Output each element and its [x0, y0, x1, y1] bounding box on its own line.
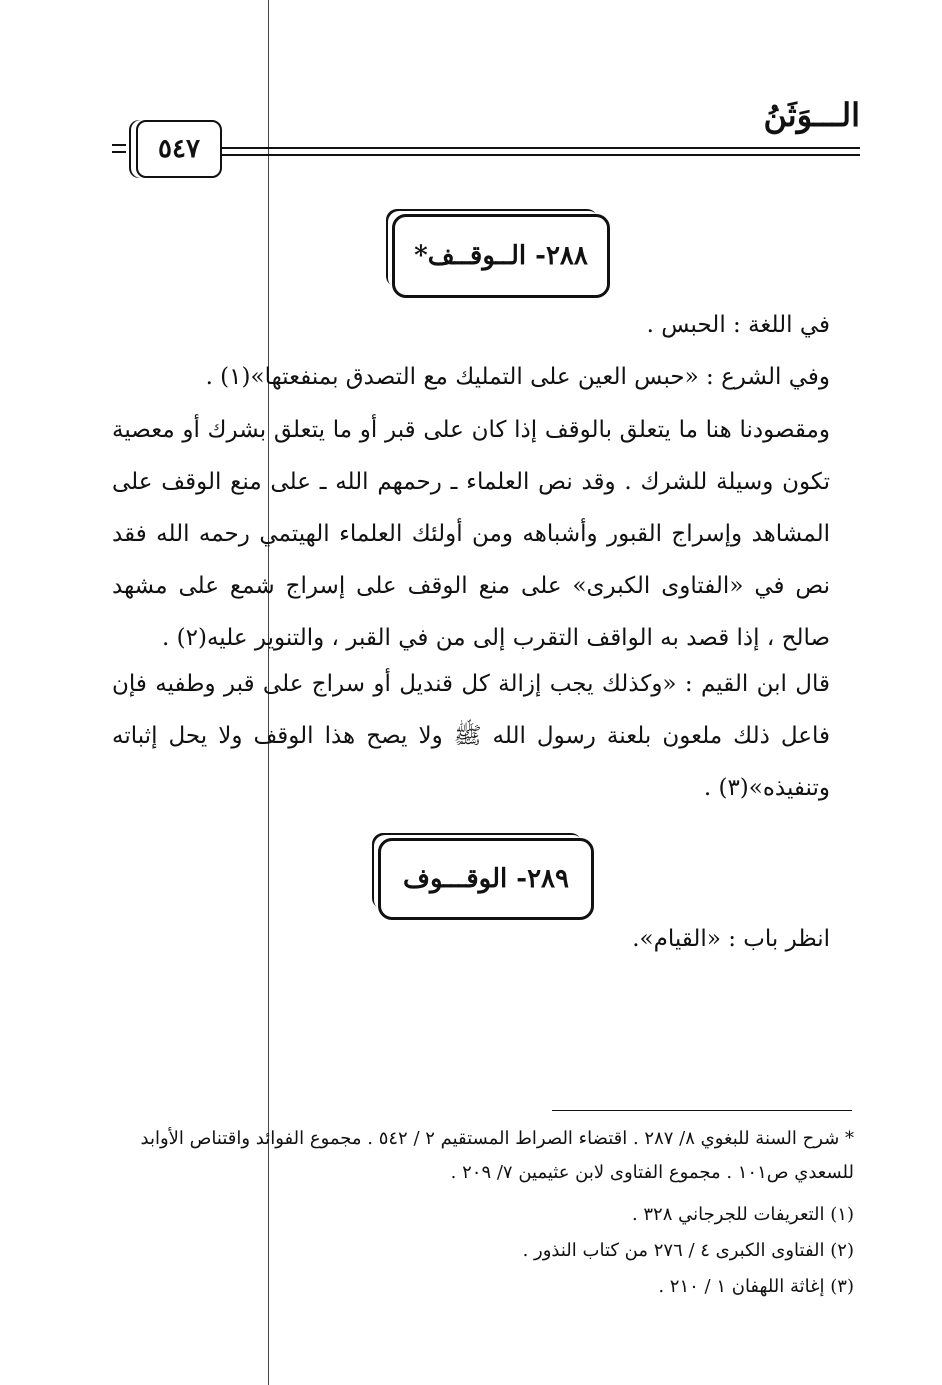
header-rule-top [222, 147, 860, 149]
paragraph-linguistic: في اللغة : الحبس . [646, 312, 830, 338]
header-rule-bottom [222, 154, 860, 156]
footnote-3: (٣) إغاثة اللهفان ١ / ٢١٠ . [658, 1276, 854, 1297]
paragraph-see-also: انظر باب : «القيام». [632, 926, 830, 952]
footnote-1: (١) التعريفات للجرجاني ٣٢٨ . [631, 1204, 854, 1225]
paragraph-legal: وفي الشرع : «حبس العين على التمليك مع التصدق بمنفعتها»(١) . [205, 364, 830, 390]
footnote-rule [552, 1110, 852, 1111]
footnote-star: * شرح السنة للبغوي ٨/ ٢٨٧ . اقتضاء الصراط المستقيم ٢ / ٥٤٢ . مجموع الفوائد واقتناص الأوابد للسعدي ص١٠١ . مجموع الفتاوى لابن عثيمين ٧/ ٢٠٩ . [140, 1128, 854, 1183]
page-number-dash [112, 144, 126, 146]
section-title-wuquf: ٢٨٩- الوقـــوف [378, 838, 594, 920]
footnote-2: (٢) الفتاوى الكبرى ٤ / ٢٧٦ من كتاب النذور . [522, 1240, 854, 1261]
running-header-title: الـــوَثَنُ [763, 96, 860, 134]
section-title-waqf: ٢٨٨- الــوقــف* [392, 214, 610, 298]
page-number: ٥٤٧ [136, 120, 222, 178]
paragraph-purpose: ومقصودنا هنا ما يتعلق بالوقف إذا كان على قبر أو ما يتعلق بشرك أو معصية تكون وسيلة للشرك . وقد نص العلماء ـ رحمهم الله ـ على منع الوقف على المشاهد وإسراج القبور وأشباهه ومن أولئك العلماء الهيتمي رحمه الله فقد نص في «الفتاوى الكبرى» على منع الوقف على إسراج شمع على مشهد صالح ، إذا قصد به الواقف التقرب إلى من في القبر ، والتنوير عليه(٢) . [112, 417, 830, 651]
paragraph-ibn-qayyim: قال ابن القيم : «وكذلك يجب إزالة كل قنديل أو سراج على قبر وطفيه فإن فاعل ذلك ملعون بلعنة رسول الله ﷺ ولا يصح هذا الوقف ولا يحل إثباته وتنفيذه»(٣) . [112, 671, 830, 801]
